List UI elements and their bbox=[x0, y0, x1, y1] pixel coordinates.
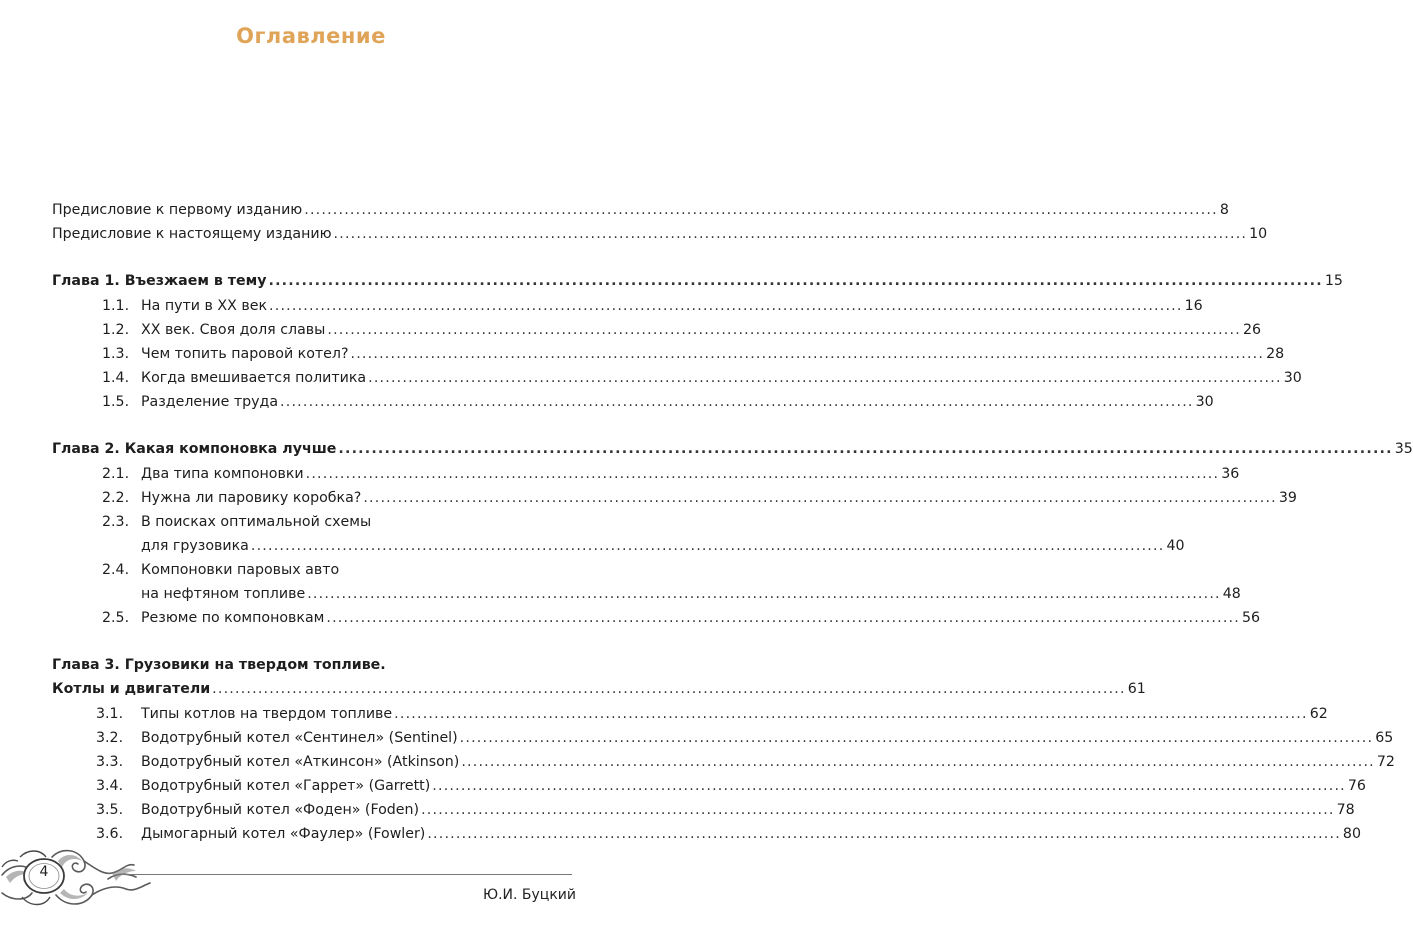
section-number: 2.2. bbox=[102, 490, 130, 506]
toc-entry-2-5[interactable] bbox=[102, 607, 1261, 629]
page-ref: 39 bbox=[1278, 490, 1297, 506]
page-ref: 8 bbox=[1219, 202, 1229, 218]
decorative-scroll-ornament bbox=[0, 835, 190, 925]
toc-entry-1-4[interactable] bbox=[102, 367, 1302, 389]
dot-leader: ................................................................................................................................................................ bbox=[338, 441, 1393, 457]
dot-leader: ................................................................................................................................................................ bbox=[368, 370, 1282, 386]
page-ref: 15 bbox=[1324, 273, 1343, 289]
entry-title: Предисловие к первому изданию bbox=[52, 202, 303, 218]
toc-entry-2-4-continued[interactable] bbox=[141, 583, 1241, 605]
page-ref: 10 bbox=[1249, 226, 1268, 242]
dot-leader: ................................................................................................................................................................ bbox=[363, 490, 1277, 506]
toc-chapter-2[interactable] bbox=[52, 438, 1413, 460]
entry-title: В поисках оптимальной схемы bbox=[141, 514, 372, 530]
page-ref: 61 bbox=[1127, 681, 1146, 697]
dot-leader: ................................................................................................................................................................ bbox=[326, 610, 1240, 626]
page-ref: 30 bbox=[1195, 394, 1214, 410]
chapter-title: Глава 2. Какая компоновка лучше bbox=[52, 441, 337, 457]
entry-title: Разделение труда bbox=[141, 394, 279, 410]
page-ref: 40 bbox=[1166, 538, 1185, 554]
dot-leader: ................................................................................................................................................................ bbox=[269, 298, 1183, 314]
entry-title-continued: на нефтяном топливе bbox=[141, 586, 306, 602]
dot-leader: ................................................................................................................................................................ bbox=[305, 466, 1220, 482]
dot-leader: ................................................................................................................................................................ bbox=[304, 202, 1218, 218]
chapter-title-continued: Котлы и двигатели bbox=[52, 681, 211, 697]
toc-entry-1-3[interactable] bbox=[102, 343, 1285, 365]
dot-leader: ................................................................................................................................................................ bbox=[280, 394, 1194, 410]
dot-leader: ................................................................................................................................................................ bbox=[421, 802, 1335, 818]
toc-entry-3-3[interactable] bbox=[96, 751, 1395, 773]
page-ref: 62 bbox=[1309, 706, 1328, 722]
toc-entry-1-1[interactable] bbox=[102, 295, 1203, 317]
dot-leader: ................................................................................................................................................................ bbox=[333, 226, 1248, 242]
section-number: 3.6. bbox=[96, 826, 124, 842]
dot-leader: ................................................................................................................................................................ bbox=[461, 754, 1375, 770]
page-ref: 80 bbox=[1342, 826, 1361, 842]
dot-leader: ................................................................................................................................................................ bbox=[350, 346, 1265, 362]
entry-title: Типы котлов на твердом топливе bbox=[141, 706, 393, 722]
page-ref: 30 bbox=[1283, 370, 1302, 386]
dot-leader: ................................................................................................................................................................ bbox=[432, 778, 1346, 794]
entry-title: Чем топить паровой котел? bbox=[141, 346, 349, 362]
chapter-title: Глава 3. Грузовики на твердом топливе. bbox=[52, 657, 386, 673]
section-number: 2.5. bbox=[102, 610, 130, 626]
toc-chapter-1[interactable] bbox=[52, 270, 1343, 292]
page-ref: 26 bbox=[1242, 322, 1261, 338]
section-number: 1.2. bbox=[102, 322, 130, 338]
page-ref: 56 bbox=[1241, 610, 1261, 626]
page-ref: 48 bbox=[1222, 586, 1241, 602]
toc-chapter-3-line2[interactable] bbox=[52, 678, 1146, 700]
entry-title-continued: для грузовика bbox=[141, 538, 249, 554]
section-number: 3.2. bbox=[96, 730, 124, 746]
section-number: 2.3. bbox=[102, 514, 130, 530]
section-number: 1.1. bbox=[102, 298, 130, 314]
entry-title: Водотрубный котел «Сентинел» (Sentinel) bbox=[141, 730, 458, 746]
page-ref: 78 bbox=[1336, 802, 1355, 818]
entry-title: XX век. Своя доля славы bbox=[141, 322, 326, 338]
toc-entry-3-1[interactable] bbox=[96, 703, 1328, 725]
entry-title: Водотрубный котел «Фоден» (Foden) bbox=[141, 802, 420, 818]
toc-entry-1-5[interactable] bbox=[102, 391, 1214, 413]
author-name: Ю.И. Буцкий bbox=[482, 887, 576, 903]
entry-title: Компоновки паровых авто bbox=[141, 562, 340, 578]
page-ref: 16 bbox=[1184, 298, 1203, 314]
dot-leader: ................................................................................................................................................................ bbox=[427, 826, 1341, 842]
section-number: 3.5. bbox=[96, 802, 124, 818]
toc-entry-2-2[interactable] bbox=[102, 487, 1297, 509]
dot-leader: ................................................................................................................................................................ bbox=[307, 586, 1221, 602]
entry-title: Водотрубный котел «Гаррет» (Garrett) bbox=[141, 778, 431, 794]
entry-title: Когда вмешивается политика bbox=[141, 370, 367, 386]
toc-chapter-3-line1[interactable] bbox=[52, 654, 573, 676]
entry-title: Резюме по компоновкам bbox=[141, 610, 325, 626]
page-ref: 36 bbox=[1221, 466, 1240, 482]
section-number: 1.4. bbox=[102, 370, 130, 386]
section-number: 1.3. bbox=[102, 346, 130, 362]
toc-entry-2-3-continued[interactable] bbox=[141, 535, 1185, 557]
section-number: 1.5. bbox=[102, 394, 130, 410]
entry-title: Предисловие к настоящему изданию bbox=[52, 226, 332, 242]
section-number: 2.4. bbox=[102, 562, 130, 578]
entry-title: Дымогарный котел «Фаулер» (Fowler) bbox=[141, 826, 426, 842]
entry-title: Нужна ли паровику коробка? bbox=[141, 490, 362, 506]
toc-entry-2-1[interactable] bbox=[102, 463, 1240, 485]
toc-entry-preface-first[interactable] bbox=[52, 199, 1229, 221]
toc-entry-2-4[interactable] bbox=[102, 559, 573, 581]
dot-leader: ................................................................................................................................................................ bbox=[327, 322, 1241, 338]
entry-title: Водотрубный котел «Аткинсон» (Atkinson) bbox=[141, 754, 460, 770]
chapter-title: Глава 1. Въезжаем в тему bbox=[52, 273, 267, 289]
toc-entry-3-2[interactable] bbox=[96, 727, 1394, 749]
page-ref: 76 bbox=[1347, 778, 1366, 794]
page-title: Оглавление bbox=[236, 24, 386, 48]
dot-leader: ................................................................................................................................................................ bbox=[212, 681, 1126, 697]
entry-title: На пути в XX век bbox=[141, 298, 268, 314]
toc-entry-preface-current[interactable] bbox=[52, 223, 1268, 245]
section-number: 3.4. bbox=[96, 778, 124, 794]
page-ref: 28 bbox=[1266, 346, 1285, 362]
toc-entry-3-4[interactable] bbox=[96, 775, 1366, 797]
page-ref: 65 bbox=[1375, 730, 1394, 746]
page-number: 4 bbox=[39, 864, 49, 880]
section-number: 3.3. bbox=[96, 754, 124, 770]
page-ref: 35 bbox=[1394, 441, 1413, 457]
toc-entry-2-3[interactable] bbox=[102, 511, 573, 533]
dot-leader: ................................................................................................................................................................ bbox=[268, 273, 1323, 289]
toc-entry-3-5[interactable] bbox=[96, 799, 1355, 821]
dot-leader: ................................................................................................................................................................ bbox=[250, 538, 1165, 554]
toc-entry-1-2[interactable] bbox=[102, 319, 1261, 341]
entry-title: Два типа компоновки bbox=[141, 466, 304, 482]
footer-divider bbox=[120, 874, 572, 875]
dot-leader: ................................................................................................................................................................ bbox=[459, 730, 1374, 746]
section-number: 3.1. bbox=[96, 706, 124, 722]
section-number: 2.1. bbox=[102, 466, 130, 482]
page-ref: 72 bbox=[1376, 754, 1395, 770]
dot-leader: ................................................................................................................................................................ bbox=[394, 706, 1308, 722]
